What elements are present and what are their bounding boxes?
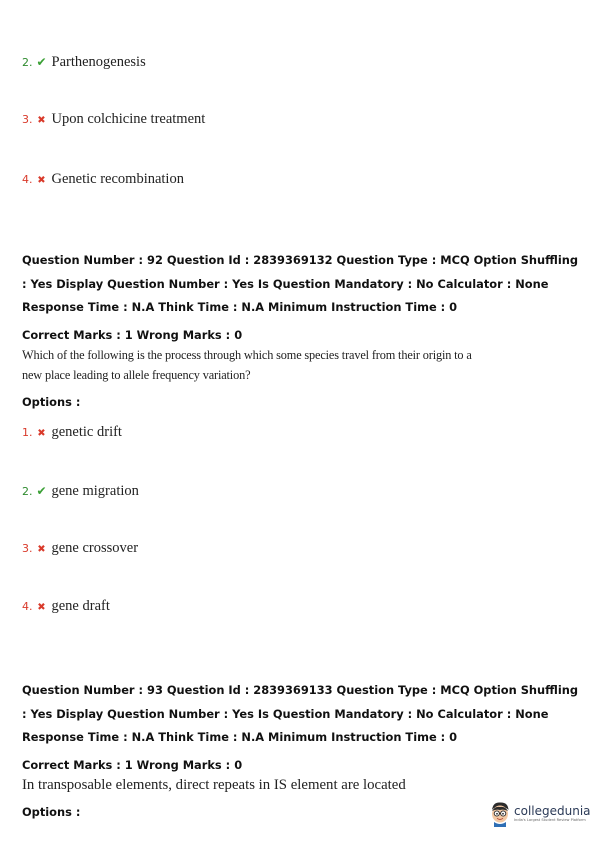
cross-icon: ✖ [37, 175, 46, 186]
option-row [22, 540, 138, 557]
option-row [22, 598, 110, 615]
option-text: gene crossover [51, 540, 139, 556]
mascot-icon [489, 801, 511, 827]
option-row [22, 424, 122, 441]
options-label: Options : [22, 395, 81, 409]
option-text: Parthenogenesis [51, 54, 146, 70]
cross-icon: ✖ [37, 544, 46, 555]
option-number: 3. [22, 542, 33, 555]
option-text: gene migration [51, 483, 139, 499]
option-text: genetic drift [51, 424, 122, 440]
option-number: 4. [22, 173, 33, 186]
option-text: Genetic recombination [51, 171, 184, 187]
check-icon: ✔ [36, 484, 47, 498]
option-number: 2. [22, 485, 33, 498]
option-row [22, 54, 146, 71]
option-number: 4. [22, 600, 33, 613]
option-number: 3. [22, 113, 33, 126]
question-meta: Question Number : 93 Question Id : 2839369133 Question Type : MCQ Option Shuffling : Yes Display Question Number : Yes Is Question Mandatory : No Calculator : None Response Time : N.A Think Time : N.A Minimum Instruction Time : 0 [22, 683, 578, 744]
options-label: Options : [22, 805, 81, 819]
question-marks: Correct Marks : 1 Wrong Marks : 0 [22, 328, 243, 342]
cross-icon: ✖ [37, 602, 46, 613]
question-text: In transposable elements, direct repeats in IS element are located [22, 777, 406, 793]
option-number: 1. [22, 426, 33, 439]
question-marks: Correct Marks : 1 Wrong Marks : 0 [22, 758, 243, 772]
question-text: Which of the following is the process through which some species travel from their origin to a new place leading to allele frequency variation? [22, 348, 472, 382]
cross-icon: ✖ [37, 428, 46, 439]
cross-icon: ✖ [37, 115, 46, 126]
option-number: 2. [22, 56, 33, 69]
collegedunia-logo [489, 801, 591, 827]
logo-name: collegedunia [514, 804, 591, 818]
logo-tagline: India's Largest Student Review Platform [514, 818, 586, 822]
option-row [22, 483, 139, 500]
option-row [22, 111, 205, 128]
option-text: gene draft [51, 598, 110, 614]
option-row [22, 171, 184, 188]
check-icon: ✔ [36, 55, 47, 69]
question-meta: Question Number : 92 Question Id : 2839369132 Question Type : MCQ Option Shuffling : Yes Display Question Number : Yes Is Question Mandatory : No Calculator : None Response Time : N.A Think Time : N.A Minimum Instruction Time : 0 [22, 253, 578, 314]
option-text: Upon colchicine treatment [51, 111, 206, 127]
